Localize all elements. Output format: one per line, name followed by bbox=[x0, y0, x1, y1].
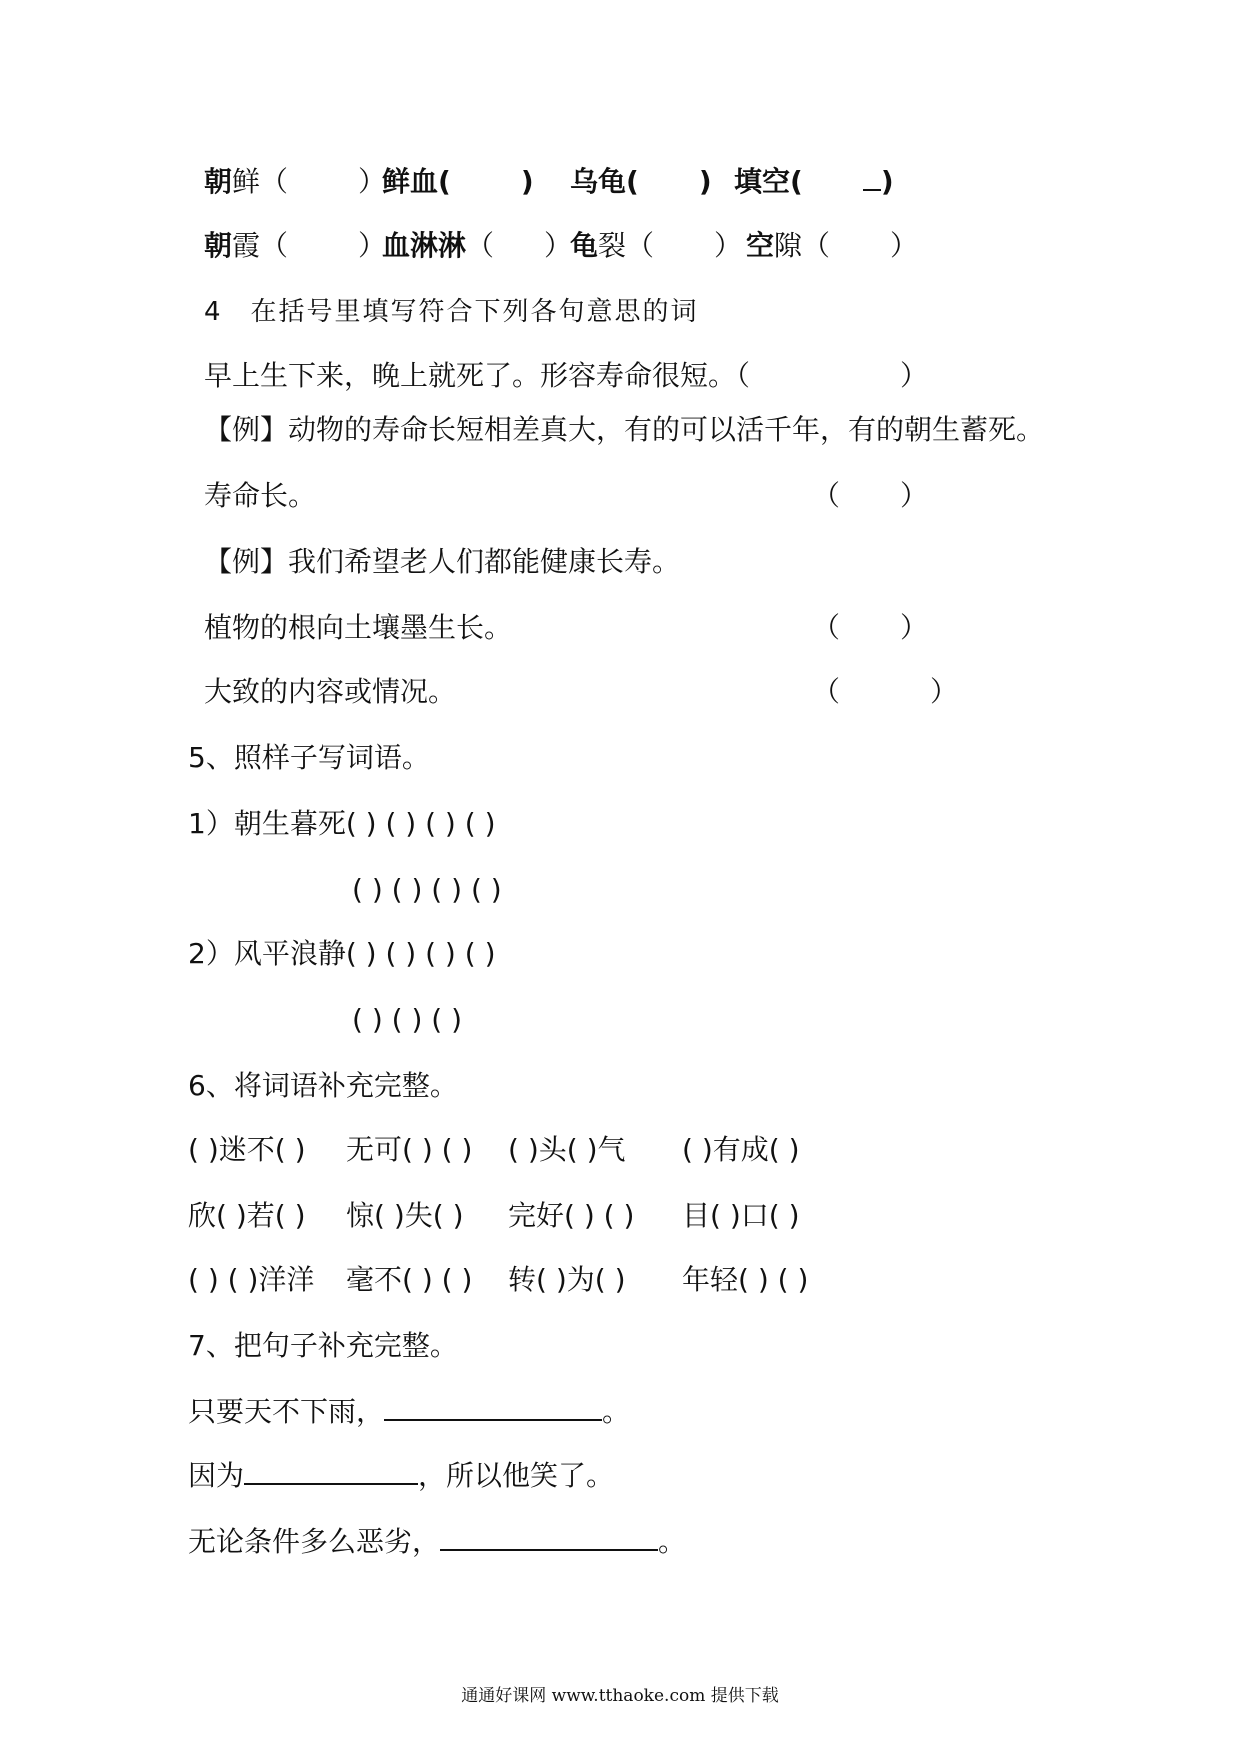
polyphone-item: 龟裂（ ） bbox=[570, 229, 743, 262]
q6-heading: 6、将词语补充完整。 bbox=[188, 1069, 458, 1102]
q5-heading: 5、照样子写词语。 bbox=[188, 741, 430, 774]
q5-row-1: 1）朝生暮死( ) ( ) ( ) ( ) bbox=[188, 807, 496, 840]
q4-answer-paren-2: （ ） bbox=[812, 479, 929, 512]
q4-answer-paren-3: （ ） bbox=[812, 611, 929, 644]
q6-item: 目( )口( ) bbox=[682, 1199, 800, 1232]
q6-item: 完好( ) ( ) bbox=[508, 1199, 635, 1232]
q6-item: ( )有成( ) bbox=[682, 1133, 800, 1166]
q5-row-4: ( ) ( ) ( ) bbox=[352, 1003, 463, 1036]
q6-item: ( ) ( )洋洋 bbox=[188, 1263, 315, 1296]
q4-answer-paren-4: （ ） bbox=[812, 675, 959, 708]
polyphone-item: 填空( ) bbox=[734, 165, 894, 198]
q4-definition-1: 早上生下来，晚上就死了。形容寿命很短。（ ） bbox=[204, 359, 929, 392]
page-footer: 通通好课网 www.tthaoke.com 提供下载 bbox=[461, 1686, 779, 1706]
q4-definition-4: 大致的内容或情况。 bbox=[204, 675, 457, 708]
q6-item: 惊( )失( ) bbox=[346, 1199, 464, 1232]
q7-sentence-3: 无论条件多么恶劣， 。 bbox=[188, 1525, 687, 1558]
q4-definition-3: 植物的根向土壤墨生长。 bbox=[204, 611, 513, 644]
polyphone-item: 血淋淋（ ） bbox=[382, 229, 573, 262]
answer-blank bbox=[440, 1523, 658, 1551]
q6-item: 毫不( ) ( ) bbox=[346, 1263, 473, 1296]
polyphone-item: 空隙（ ） bbox=[746, 229, 919, 262]
q4-example-2: 【例】我们希望老人们都能健康长寿。 bbox=[204, 545, 681, 578]
q4-example-1: 【例】动物的寿命长短相差真大，有的可以活千年，有的朝生蓄死。 bbox=[204, 413, 1045, 446]
q7-sentence-1: 只要天不下雨， 。 bbox=[188, 1395, 631, 1428]
answer-blank bbox=[384, 1393, 602, 1421]
polyphone-item: 朝鲜（ ） bbox=[204, 165, 387, 198]
polyphone-item: 乌龟( ) bbox=[570, 165, 712, 198]
q6-item: ( )头( )气 bbox=[508, 1133, 626, 1166]
q7-heading: 7、把句子补充完整。 bbox=[188, 1329, 458, 1362]
q4-definition-2: 寿命长。 bbox=[204, 479, 317, 512]
q6-item: 欣( )若( ) bbox=[188, 1199, 306, 1232]
answer-blank bbox=[244, 1457, 418, 1485]
q6-item: 年轻( ) ( ) bbox=[682, 1263, 809, 1296]
q6-item: 转( )为( ) bbox=[508, 1263, 626, 1296]
q5-row-2: ( ) ( ) ( ) ( ) bbox=[352, 873, 502, 906]
q6-item: ( )迷不( ) bbox=[188, 1133, 306, 1166]
q7-sentence-2: 因为 ，所以他笑了。 bbox=[188, 1459, 615, 1492]
q5-row-3: 2）风平浪静( ) ( ) ( ) ( ) bbox=[188, 937, 496, 970]
polyphone-item: 朝霞（ ） bbox=[204, 229, 387, 262]
q4-heading: 4 在括号里填写符合下列各句意思的词 bbox=[204, 297, 699, 327]
q6-item: 无可( ) ( ) bbox=[346, 1133, 473, 1166]
polyphone-item: 鲜血( ) bbox=[382, 165, 534, 198]
